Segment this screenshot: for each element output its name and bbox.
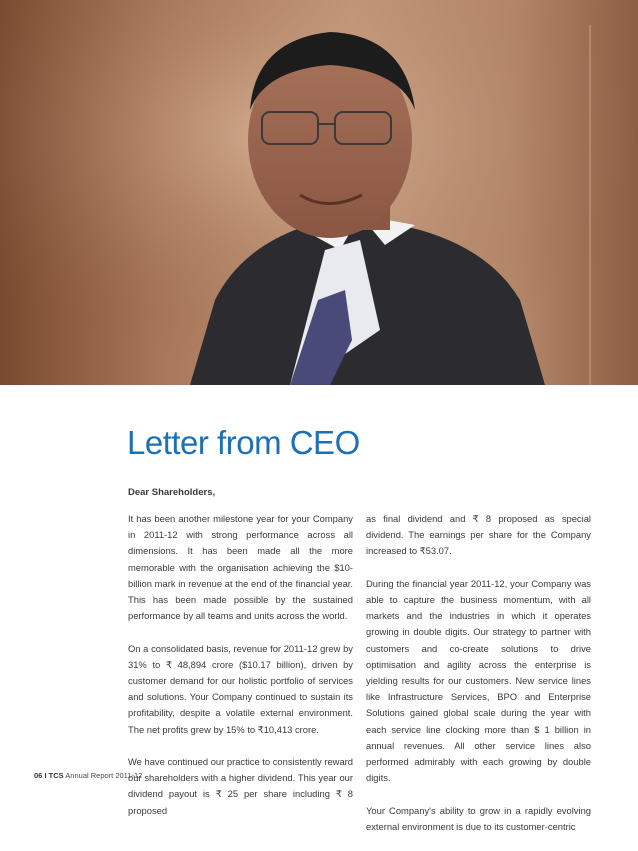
- paragraph: as final dividend and ₹ 8 proposed as special dividend. The earnings per share for the Company increased to ₹53.07.: [366, 513, 591, 557]
- left-text-column: [128, 511, 353, 835]
- paragraph: We have continued our practice to consistently reward our shareholders with a higher dividend. This year our dividend payout is ₹ 25 per share including ₹ 8 proposed: [128, 756, 353, 816]
- footer-report-name: Annual Report 2011-12: [65, 771, 143, 780]
- footer-separator: I: [44, 771, 47, 780]
- page-number: 06: [34, 771, 43, 780]
- page-title: Letter from CEO: [127, 424, 360, 461]
- page-footer: [34, 771, 142, 780]
- paragraph: It has been another milestone year for your Company in 2011-12 with strong performance across all dimensions. It has been made all the more memorable with the organisation achieving the $10-billion mark in revenue at the end of the financial year. This has been made possible by the sustained performance by all teams and units across the world.: [128, 513, 353, 622]
- salutation: Dear Shareholders,: [128, 487, 216, 498]
- paragraph: On a consolidated basis, revenue for 2011-12 grew by 31% to ₹ 48,894 crore ($10.17 billion), driven by customer demand for our holistic portfolio of services and solutions. Your Company continued to sustain its profitability, despite a volatile external environment. The net profits grew by 15% to ₹10,413 crore.: [128, 642, 353, 735]
- paragraph: During the financial year 2011-12, your Company was able to capture the business momentum, with all markets and the industries in which it operates growing in double digits. Our strategy to partner with customers and co-create solutions to drive optimisation and agility across the enterprise is yielding results for our customers. New service lines like Infrastructure Services, BPO and Enterprise Solutions gained global scale during the year with each service line clocking more than $ 1 billion in annual revenues. All other service lines also performed admirably with each growing by double digits.: [366, 577, 591, 784]
- portrait-illustration: [0, 0, 638, 385]
- paragraph: Your Company's ability to grow in a rapidly evolving external environment is due to its customer-centric: [366, 804, 591, 832]
- ceo-portrait-photo: [0, 0, 638, 385]
- footer-brand: TCS: [48, 771, 64, 780]
- right-text-column: [366, 511, 591, 851]
